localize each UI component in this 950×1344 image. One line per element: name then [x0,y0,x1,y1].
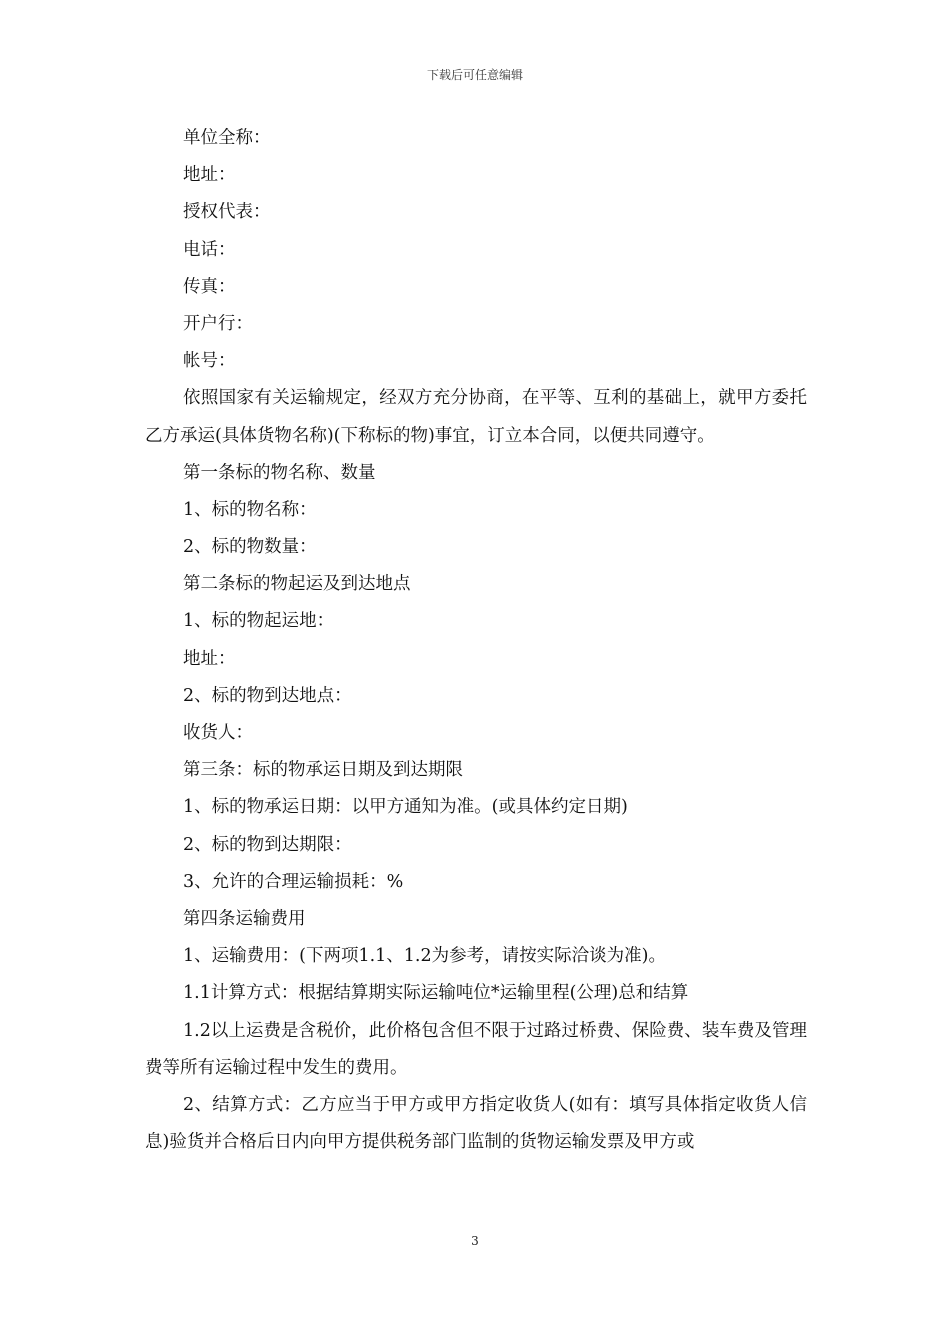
clause-4-title: 第四条运输费用 [183,908,306,929]
clause-2-title: 第二条标的物起运及到达地点 [183,574,411,595]
clause-2-origin: 1、标的物起运地： [183,611,335,632]
intro-paragraph: 依照国家有关运输规定，经双方充分协商，在平等、互利的基础上，就甲方委托乙方承运(具体货物名称)(下称标的物)事宜，订立本合同，以便共同遵守。 [145,388,807,446]
field-authorized-rep: 授权代表： [183,202,271,223]
clause-4-settlement-paragraph: 2、结算方式：乙方应当于甲方或甲方指定收货人(如有：填写具体指定收货人信息)验货并合格后日内向甲方提供税务部门监制的货物运输发票及甲方或 [145,1094,807,1153]
clause-2-consignee: 收货人： [183,723,253,744]
clause-3-ship-date: 1、标的物承运日期：以甲方通知为准。(或具体约定日期) [183,797,628,818]
document-body [145,120,807,1161]
clause-3-title: 第三条：标的物承运日期及到达期限 [183,760,463,781]
clause-1-item-name: 1、标的物名称： [183,499,317,520]
clause-4-fee: 1、运输费用：(下两项1.1、1.2为参考，请按实际洽谈为准)。 [183,946,666,967]
clause-4-tax-paragraph: 1.2以上运费是含税价，此价格包含但不限于过路过桥费、保险费、装车费及管理费等所有运输过程中发生的费用。 [145,1020,807,1078]
page-number: 3 [471,1234,479,1248]
clause-3-loss: 3、允许的合理运输损耗：% [183,871,404,892]
clause-4-calc-method: 1.1计算方式：根据结算期实际运输吨位*运输里程(公理)总和结算 [183,983,689,1004]
clause-2-address: 地址： [183,648,236,669]
clause-3-deadline: 2、标的物到达期限： [183,834,352,855]
field-bank: 开户行： [183,313,253,334]
page-header: 下载后可任意编辑 [426,68,523,82]
field-phone: 电话： [183,239,236,260]
clause-2-destination: 2、标的物到达地点： [183,685,352,706]
field-company-name: 单位全称： [183,128,271,148]
clause-1-title: 第一条标的物名称、数量 [183,462,376,483]
field-address: 地址： [183,165,236,186]
field-account: 帐号： [183,351,236,372]
clause-1-item-quantity: 2、标的物数量： [183,537,317,558]
field-fax: 传真： [183,276,236,297]
